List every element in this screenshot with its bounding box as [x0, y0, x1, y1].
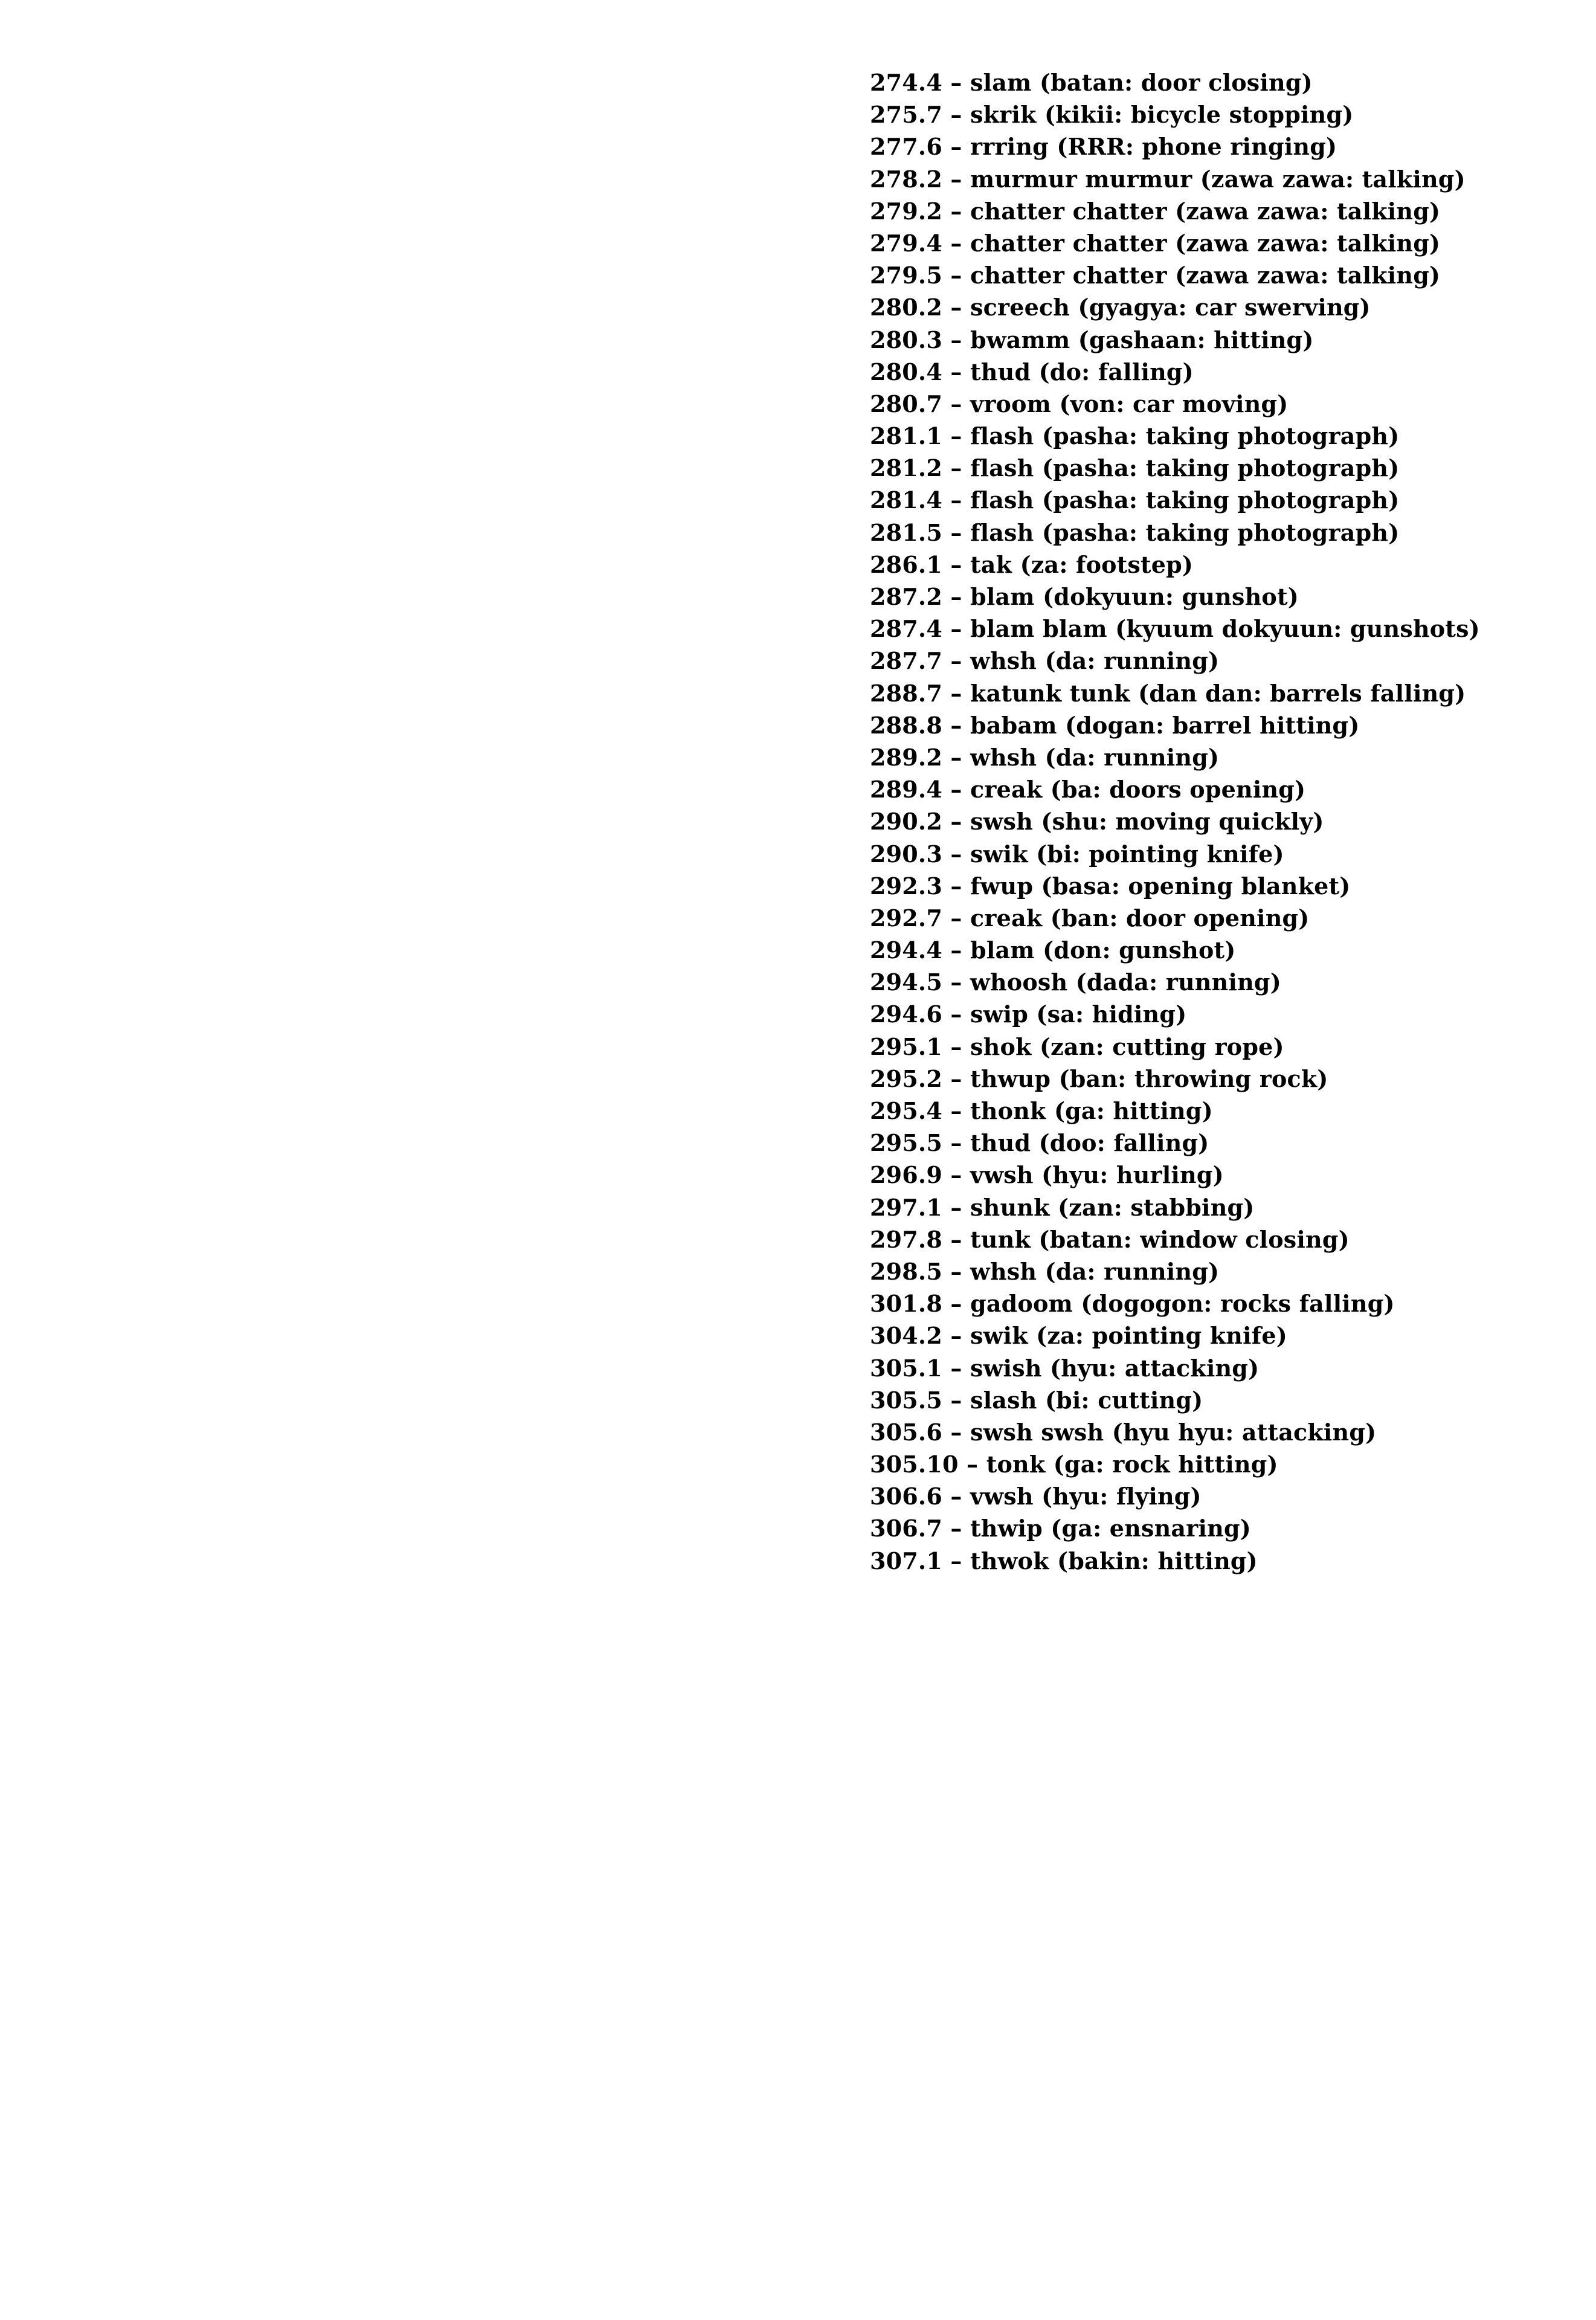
sound-effect-entry: 301.8 – gadoom (dogogon: rocks falling) — [870, 1290, 1395, 1318]
sound-effect-entry: 287.2 – blam (dokyuun: gunshot) — [870, 583, 1299, 610]
sound-effect-entry: 294.5 – whoosh (dada: running) — [870, 968, 1281, 996]
sound-effect-entry: 290.3 – swik (bi: pointing knife) — [870, 840, 1284, 868]
sound-effect-entry: 305.6 – swsh swsh (hyu hyu: attacking) — [870, 1418, 1377, 1446]
sound-effect-entry: 295.4 – thonk (ga: hitting) — [870, 1097, 1213, 1124]
sound-effect-entry: 280.2 – screech (gyagya: car swerving) — [870, 294, 1371, 321]
sound-effect-entry: 287.4 – blam blam (kyuum dokyuun: gunshots) — [870, 615, 1480, 643]
sound-effect-entry: 289.2 – whsh (da: running) — [870, 743, 1220, 771]
sound-effect-entry: 298.5 – whsh (da: running) — [870, 1257, 1220, 1285]
sound-effects-list — [870, 66, 1480, 1577]
sound-effect-entry: 288.8 – babam (dogan: barrel hitting) — [870, 711, 1360, 739]
sound-effect-entry: 306.7 – thwip (ga: ensnaring) — [870, 1515, 1251, 1542]
sound-effect-entry: 281.1 – flash (pasha: taking photograph) — [870, 422, 1400, 450]
sound-effect-entry: 294.4 – blam (don: gunshot) — [870, 936, 1236, 964]
sound-effect-entry: 295.5 – thud (doo: falling) — [870, 1129, 1209, 1157]
sound-effect-entry: 281.2 – flash (pasha: taking photograph) — [870, 454, 1400, 482]
sound-effect-entry: 305.1 – swish (hyu: attacking) — [870, 1354, 1260, 1382]
sound-effect-entry: 287.7 – whsh (da: running) — [870, 647, 1220, 675]
sound-effect-entry: 281.5 – flash (pasha: taking photograph) — [870, 518, 1400, 546]
sound-effect-entry: 292.7 – creak (ban: door opening) — [870, 904, 1310, 932]
sound-effect-entry: 304.2 – swik (za: pointing knife) — [870, 1322, 1287, 1350]
sound-effect-entry: 279.5 – chatter chatter (zawa zawa: talking) — [870, 262, 1441, 289]
sound-effect-entry: 295.1 – shok (zan: cutting rope) — [870, 1033, 1284, 1060]
sound-effect-entry: 280.7 – vroom (von: car moving) — [870, 390, 1289, 417]
sound-effect-entry: 307.1 – thwok (bakin: hitting) — [870, 1547, 1258, 1574]
sound-effect-entry: 280.3 – bwamm (gashaan: hitting) — [870, 326, 1314, 353]
sound-effect-entry: 305.5 – slash (bi: cutting) — [870, 1386, 1203, 1414]
sound-effect-entry: 279.4 – chatter chatter (zawa zawa: talking) — [870, 229, 1441, 257]
sound-effect-entry: 279.2 – chatter chatter (zawa zawa: talking) — [870, 197, 1441, 225]
sound-effect-entry: 289.4 – creak (ba: doors opening) — [870, 776, 1306, 804]
sound-effect-entry: 297.1 – shunk (zan: stabbing) — [870, 1193, 1255, 1221]
sound-effect-entry: 286.1 – tak (za: footstep) — [870, 550, 1194, 578]
sound-effect-entry: 306.6 – vwsh (hyu: flying) — [870, 1483, 1202, 1510]
sound-effect-entry: 305.10 – tonk (ga: rock hitting) — [870, 1451, 1278, 1478]
sound-effect-entry: 297.8 – tunk (batan: window closing) — [870, 1225, 1350, 1253]
sound-effect-entry: 292.3 – fwup (basa: opening blanket) — [870, 872, 1351, 900]
sound-effect-entry: 281.4 – flash (pasha: taking photograph) — [870, 486, 1400, 514]
sound-effect-entry: 277.6 – rrring (RRR: phone ringing) — [870, 133, 1337, 161]
sound-effect-entry: 296.9 – vwsh (hyu: hurling) — [870, 1161, 1224, 1189]
sound-effect-entry: 295.2 – thwup (ban: throwing rock) — [870, 1065, 1328, 1092]
sound-effect-entry: 288.7 – katunk tunk (dan dan: barrels falling) — [870, 679, 1466, 707]
sound-effect-entry: 294.6 – swip (sa: hiding) — [870, 1000, 1187, 1028]
sound-effect-entry: 280.4 – thud (do: falling) — [870, 358, 1194, 385]
sound-effect-entry: 274.4 – slam (batan: door closing) — [870, 69, 1313, 96]
sound-effect-entry: 290.2 – swsh (shu: moving quickly) — [870, 808, 1324, 836]
sound-effect-entry: 278.2 – murmur murmur (zawa zawa: talking) — [870, 165, 1466, 193]
sound-effect-entry: 275.7 – skrik (kikii: bicycle stopping) — [870, 101, 1354, 129]
